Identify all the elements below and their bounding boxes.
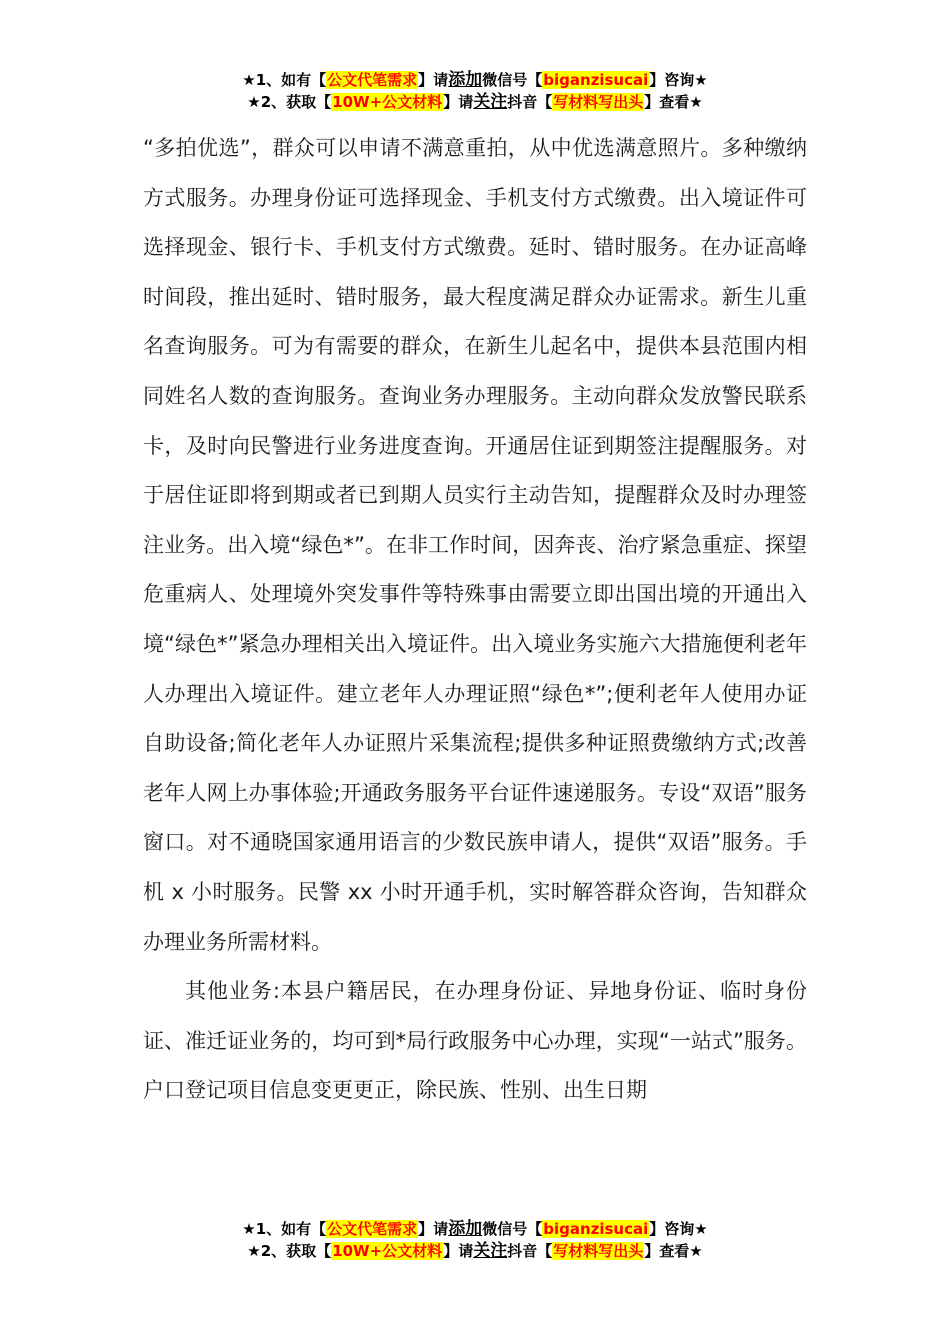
highlight-service: 公文代笔需求: [327, 71, 418, 89]
banner-emphasis: 关注: [473, 1241, 508, 1261]
banner-line-1: [0, 1218, 950, 1240]
banner-text: 抖音【: [507, 93, 553, 111]
highlight-materials: 10W+公文材料: [332, 1242, 443, 1260]
banner-line-1: [0, 69, 950, 91]
banner-text: 】查看★: [644, 1242, 703, 1260]
banner-text: ★2、获取【: [247, 1242, 332, 1260]
highlight-materials: 10W+公文材料: [332, 93, 443, 111]
header-banner: [0, 69, 950, 113]
body-paragraph: 其他业务:本县户籍居民，在办理身份证、异地身份证、临时身份证、准迁证业务的，均可到*局行政服务中心办理，实现“一站式”服务。户口登记项目信息变更更正，除民族、性别、出生日期: [143, 979, 807, 1103]
highlight-douyin-account: 写材料写出头: [553, 93, 644, 111]
banner-emphasis: 添加: [448, 70, 483, 90]
banner-text: 微信号【: [482, 71, 543, 89]
banner-text: 】请: [443, 1242, 474, 1260]
highlight-douyin-account: 写材料写出头: [553, 1242, 644, 1260]
body-paragraph: “多拍优选”，群众可以申请不满意重拍，从中优选满意照片。多种缴纳方式服务。办理身份证可选择现金、手机支付方式缴费。出入境证件可选择现金、银行卡、手机支付方式缴费。延时、错时服务。在办证高峰时间段，推出延时、错时服务，最大程度满足群众办证需求。新生儿重名查询服务。可为有需要的群众，在新生儿起名中，提供本县范围内相同姓名人数的查询服务。查询业务办理服务。主动向群众发放警民联系卡，及时向民警进行业务进度查询。开通居住证到期签注提醒服务。对于居住证即将到期或者已到期人员实行主动告知，提醒群众及时办理签注业务。出入境“绿色*”。在非工作时间，因奔丧、治疗紧急重症、探望危重病人、处理境外突发事件等特殊事由需要立即出国出境的开通出入境“绿色*”紧急办理相关出入境证件。出入境业务实施六大措施便利老年人办理出入境证件。建立老年人办理证照“绿色*”;便利老年人使用办证自助设备;简化老年人办证照片采集流程;提供多种证照费缴纳方式;改善老年人网上办事体验;开通政务服务平台证件速递服务。专设“双语”服务窗口。对不通晓国家通用语言的少数民族申请人，提供“双语”服务。手机 x 小时服务。民警 xx 小时开通手机，实时解答群众咨询，告知群众办理业务所需材料。: [143, 136, 807, 954]
banner-text: 】咨询★: [649, 71, 708, 89]
banner-emphasis: 添加: [448, 1219, 483, 1239]
banner-text: ★1、如有【: [242, 1220, 327, 1238]
highlight-wechat-id: biganzisucai: [543, 71, 649, 89]
banner-line-2: [0, 1240, 950, 1262]
highlight-service: 公文代笔需求: [327, 1220, 418, 1238]
banner-text: 抖音【: [507, 1242, 553, 1260]
banner-text: 】请: [418, 1220, 449, 1238]
highlight-wechat-id: biganzisucai: [543, 1220, 649, 1238]
banner-line-2: [0, 91, 950, 113]
banner-text: ★2、获取【: [247, 93, 332, 111]
document-body: [143, 124, 807, 1116]
banner-text: 】查看★: [644, 93, 703, 111]
banner-text: 】请: [443, 93, 474, 111]
banner-text: 】咨询★: [649, 1220, 708, 1238]
banner-text: ★1、如有【: [242, 71, 327, 89]
footer-banner: [0, 1218, 950, 1262]
banner-text: 微信号【: [482, 1220, 543, 1238]
banner-emphasis: 关注: [473, 92, 508, 112]
banner-text: 】请: [418, 71, 449, 89]
